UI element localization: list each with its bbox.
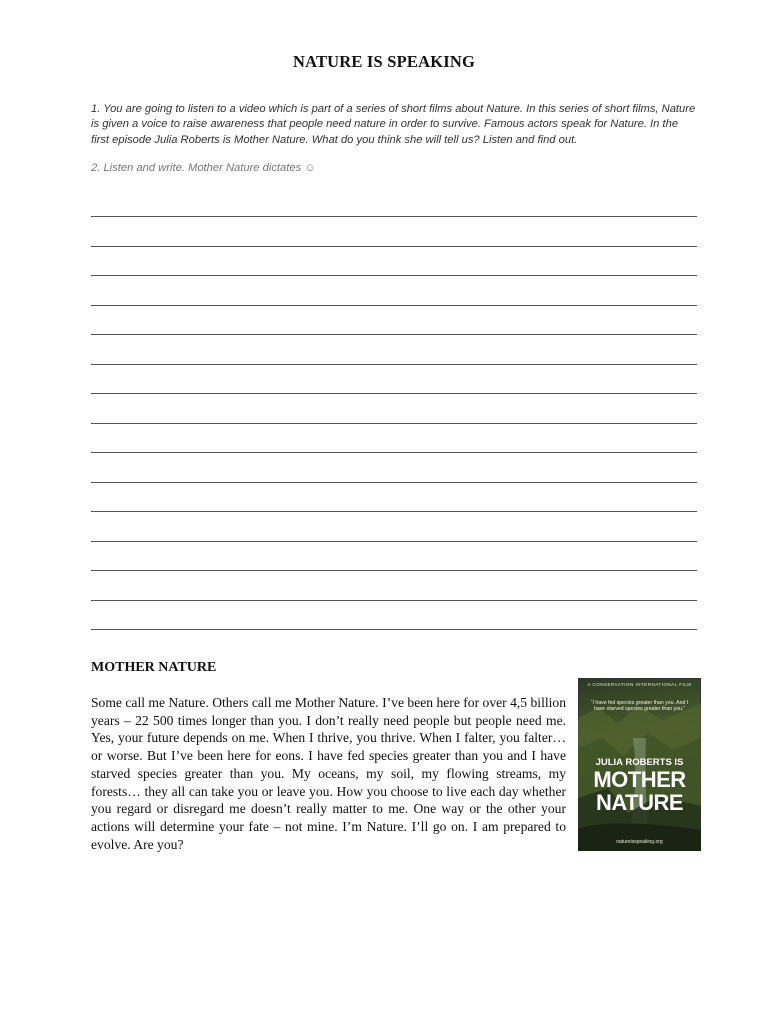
writing-line[interactable] xyxy=(91,482,697,483)
writing-line[interactable] xyxy=(91,511,697,512)
poster-title xyxy=(578,768,701,814)
movie-poster xyxy=(578,678,701,851)
writing-line[interactable] xyxy=(91,423,697,424)
poster-title-line-1: MOTHER xyxy=(593,767,686,792)
poster-url: natureisspeaking.org xyxy=(616,839,663,845)
writing-line[interactable] xyxy=(91,334,697,335)
poster-top-text: A CONSERVATION INTERNATIONAL FILM xyxy=(587,682,692,687)
writing-line[interactable] xyxy=(91,305,697,306)
poster-title-line-2: NATURE xyxy=(595,790,684,815)
writing-line[interactable] xyxy=(91,452,697,453)
poster-quote: “I have fed species greater than you. And I have starved species greater than you.” xyxy=(590,700,689,712)
writing-line[interactable] xyxy=(91,216,697,217)
instruction-2: 2. Listen and write. Mother Nature dictates ☺ xyxy=(91,162,316,174)
writing-line[interactable] xyxy=(91,275,697,276)
writing-line[interactable] xyxy=(91,570,697,571)
instruction-1: 1. You are going to listen to a video which is part of a series of short films about Nature. In this series of short films, Nature is given a voice to raise awareness that people need nature in order to survive. Famous actors speak for Nature. In the first episode Julia Roberts is Mother Nature. What do you think she will tell us? Listen and find out. xyxy=(91,103,696,146)
writing-line[interactable] xyxy=(91,541,697,542)
poster-byline: JULIA ROBERTS IS xyxy=(595,757,684,768)
writing-line[interactable] xyxy=(91,364,697,365)
section-heading: MOTHER NATURE xyxy=(91,660,217,675)
body-text: Some call me Nature. Others call me Mother Nature. I’ve been here for over 4,5 billion years – 22 500 times longer than you. I don’t really need people but people need me. Yes, your future depends on me. When I thrive, you thrive. When I falter, you falter… or worse. But I’ve been here for eons. I have fed species greater than you and I have starved species greater than you. My oceans, my soil, my flowing streams, my forests… they all can take you or leave you. How you choose to live each day whether you regard or disregard me doesn’t really matter to me. One way or the other your actions will determine your fate – not mine. I’m Nature. I’ll go on. I am prepared to evolve. Are you? xyxy=(91,695,566,852)
writing-line[interactable] xyxy=(91,600,697,601)
writing-lines xyxy=(91,186,697,636)
writing-line[interactable] xyxy=(91,393,697,394)
writing-line[interactable] xyxy=(91,629,697,630)
document-title: NATURE IS SPEAKING xyxy=(292,52,476,71)
writing-line[interactable] xyxy=(91,246,697,247)
